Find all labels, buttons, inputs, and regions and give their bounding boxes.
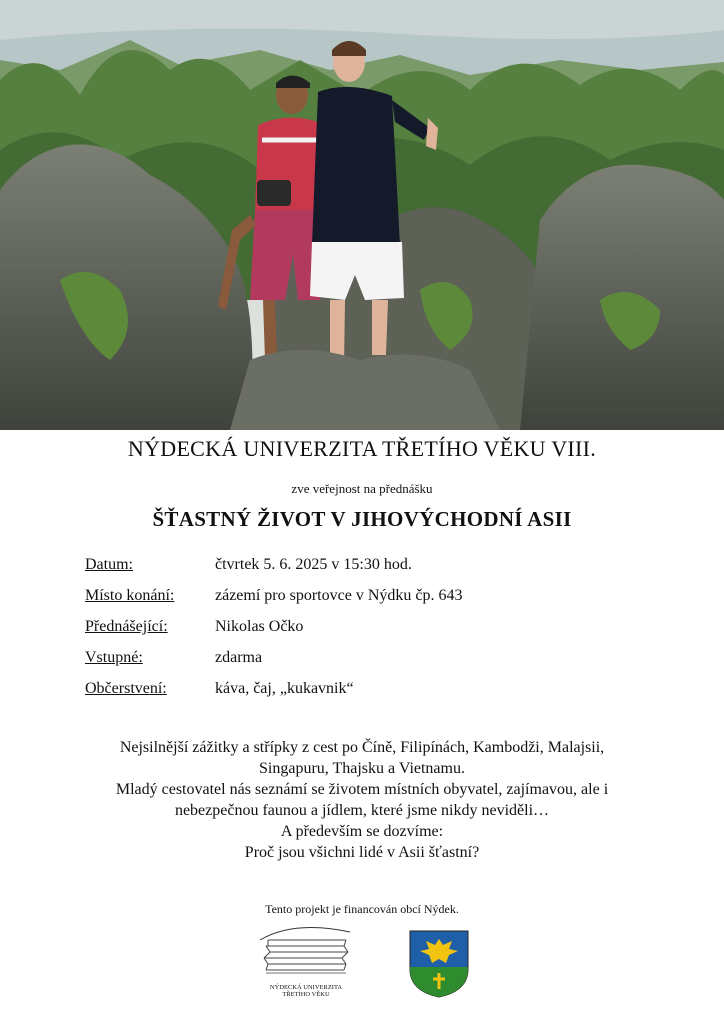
description-line: A především se dozvíme: bbox=[280, 823, 444, 840]
description-line: Nejsilnější zážitky a střípky z cest po Číně, Filipínách, Kambodži, Malajsii, bbox=[119, 739, 605, 756]
books-logo-icon bbox=[254, 918, 358, 982]
detail-row-refreshments bbox=[85, 680, 354, 698]
hero-photo bbox=[0, 0, 724, 430]
detail-value: káva, čaj, „kukavnik“ bbox=[215, 680, 354, 697]
description-line: Proč jsou všichni lidé v Asii šťastní? bbox=[244, 844, 480, 861]
description-line: Singapuru, Thajsku a Vietnamu. bbox=[259, 760, 465, 777]
lecture-description bbox=[0, 737, 724, 863]
detail-row-date bbox=[85, 556, 412, 574]
detail-label: Vstupné: bbox=[85, 649, 143, 666]
logo-caption: NÝDECKÁ UNIVERZITA bbox=[269, 984, 343, 991]
detail-label: Datum: bbox=[85, 556, 133, 573]
detail-value: zázemí pro sportovce v Nýdku čp. 643 bbox=[215, 587, 463, 604]
detail-label: Přednášející: bbox=[85, 618, 168, 635]
detail-row-speaker bbox=[85, 618, 304, 636]
logo-caption: TŘETÍHO VĚKU bbox=[282, 991, 330, 998]
detail-row-admission bbox=[85, 649, 263, 667]
detail-value: čtvrtek 5. 6. 2025 v 15:30 hod. bbox=[215, 556, 412, 573]
detail-label: Občerstvení: bbox=[85, 680, 167, 697]
description-line: nebezpečnou faunou a jídlem, které jsme nikdy neviděli… bbox=[174, 802, 550, 819]
detail-value: zdarma bbox=[215, 649, 263, 666]
detail-value: Nikolas Očko bbox=[215, 618, 304, 635]
detail-row-venue bbox=[85, 587, 463, 605]
coat-of-arms-icon bbox=[408, 929, 470, 999]
description-line: Mladý cestovatel nás seznámí se životem místních obyvatel, zajímavou, ale i bbox=[115, 781, 609, 798]
detail-label: Místo konání: bbox=[85, 587, 175, 604]
invite-line: zve veřejnost na přednášku bbox=[291, 481, 433, 496]
organization-title: NÝDECKÁ UNIVERZITA TŘETÍHO VĚKU VIII. bbox=[127, 436, 597, 461]
lecture-title: ŠŤASTNÝ ŽIVOT V JIHOVÝCHODNÍ ASII bbox=[152, 507, 572, 531]
funding-note: Tento projekt je financován obcí Nýdek. bbox=[265, 902, 459, 916]
university-logo bbox=[254, 918, 358, 1004]
